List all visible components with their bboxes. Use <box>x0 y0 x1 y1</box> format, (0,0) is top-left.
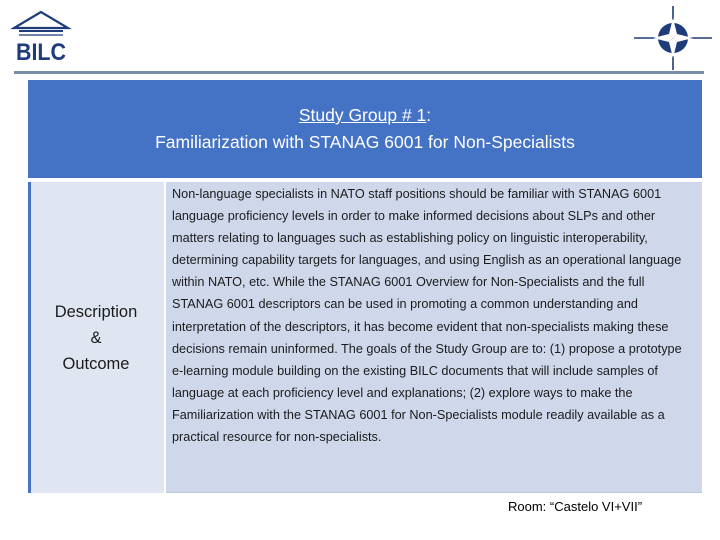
bilc-logo-icon <box>10 10 72 66</box>
row-accent-bar <box>28 182 31 493</box>
nato-compass-icon <box>632 6 714 70</box>
label-line-outcome: Outcome <box>62 354 130 373</box>
room-label: Room: “Castelo VI+VII” <box>508 499 643 514</box>
row-label <box>55 299 138 377</box>
bilc-logo-text: BILC <box>16 39 66 66</box>
bilc-logo <box>10 10 72 66</box>
label-line-ampersand: & <box>90 328 102 347</box>
header-divider <box>14 71 704 74</box>
title-banner <box>28 80 702 178</box>
study-group-title <box>28 102 702 129</box>
label-line-description: Description <box>54 302 138 321</box>
study-group-subtitle: Familiarization with STANAG 6001 for Non-Specialists <box>155 132 575 152</box>
description-text: Non-language specialists in NATO staff positions should be familiar with STANAG 6001 language proficiency levels in order to make informed decisions about SLPs and other matters relating to languages such as establishing policy on linguistic interoperability, determining capability targets for languages, and using English as an operational language within NATO, etc. While the STANAG 6001 Overview for Non-Specialists and the full STANAG 6001 descriptors can be used in promoting a common understanding and interpretation of the descriptors, it has become evident that non-specialists making these decisions remain uninformed. The goals of the Study Group are to: (1) propose a prototype e-learning module building on the existing BILC documents that will include samples of language at each proficiency level and explanations; (2) explore ways to make the Familiarization with the STANAG 6001 for Non-Specialists module readily available as a practical resource for non-specialists. <box>172 187 682 445</box>
study-group-number: Study Group # 1 <box>298 105 427 125</box>
title-colon: : <box>426 105 432 125</box>
nato-logo <box>632 6 714 70</box>
description-row <box>28 180 702 493</box>
row-label-cell <box>28 182 166 493</box>
